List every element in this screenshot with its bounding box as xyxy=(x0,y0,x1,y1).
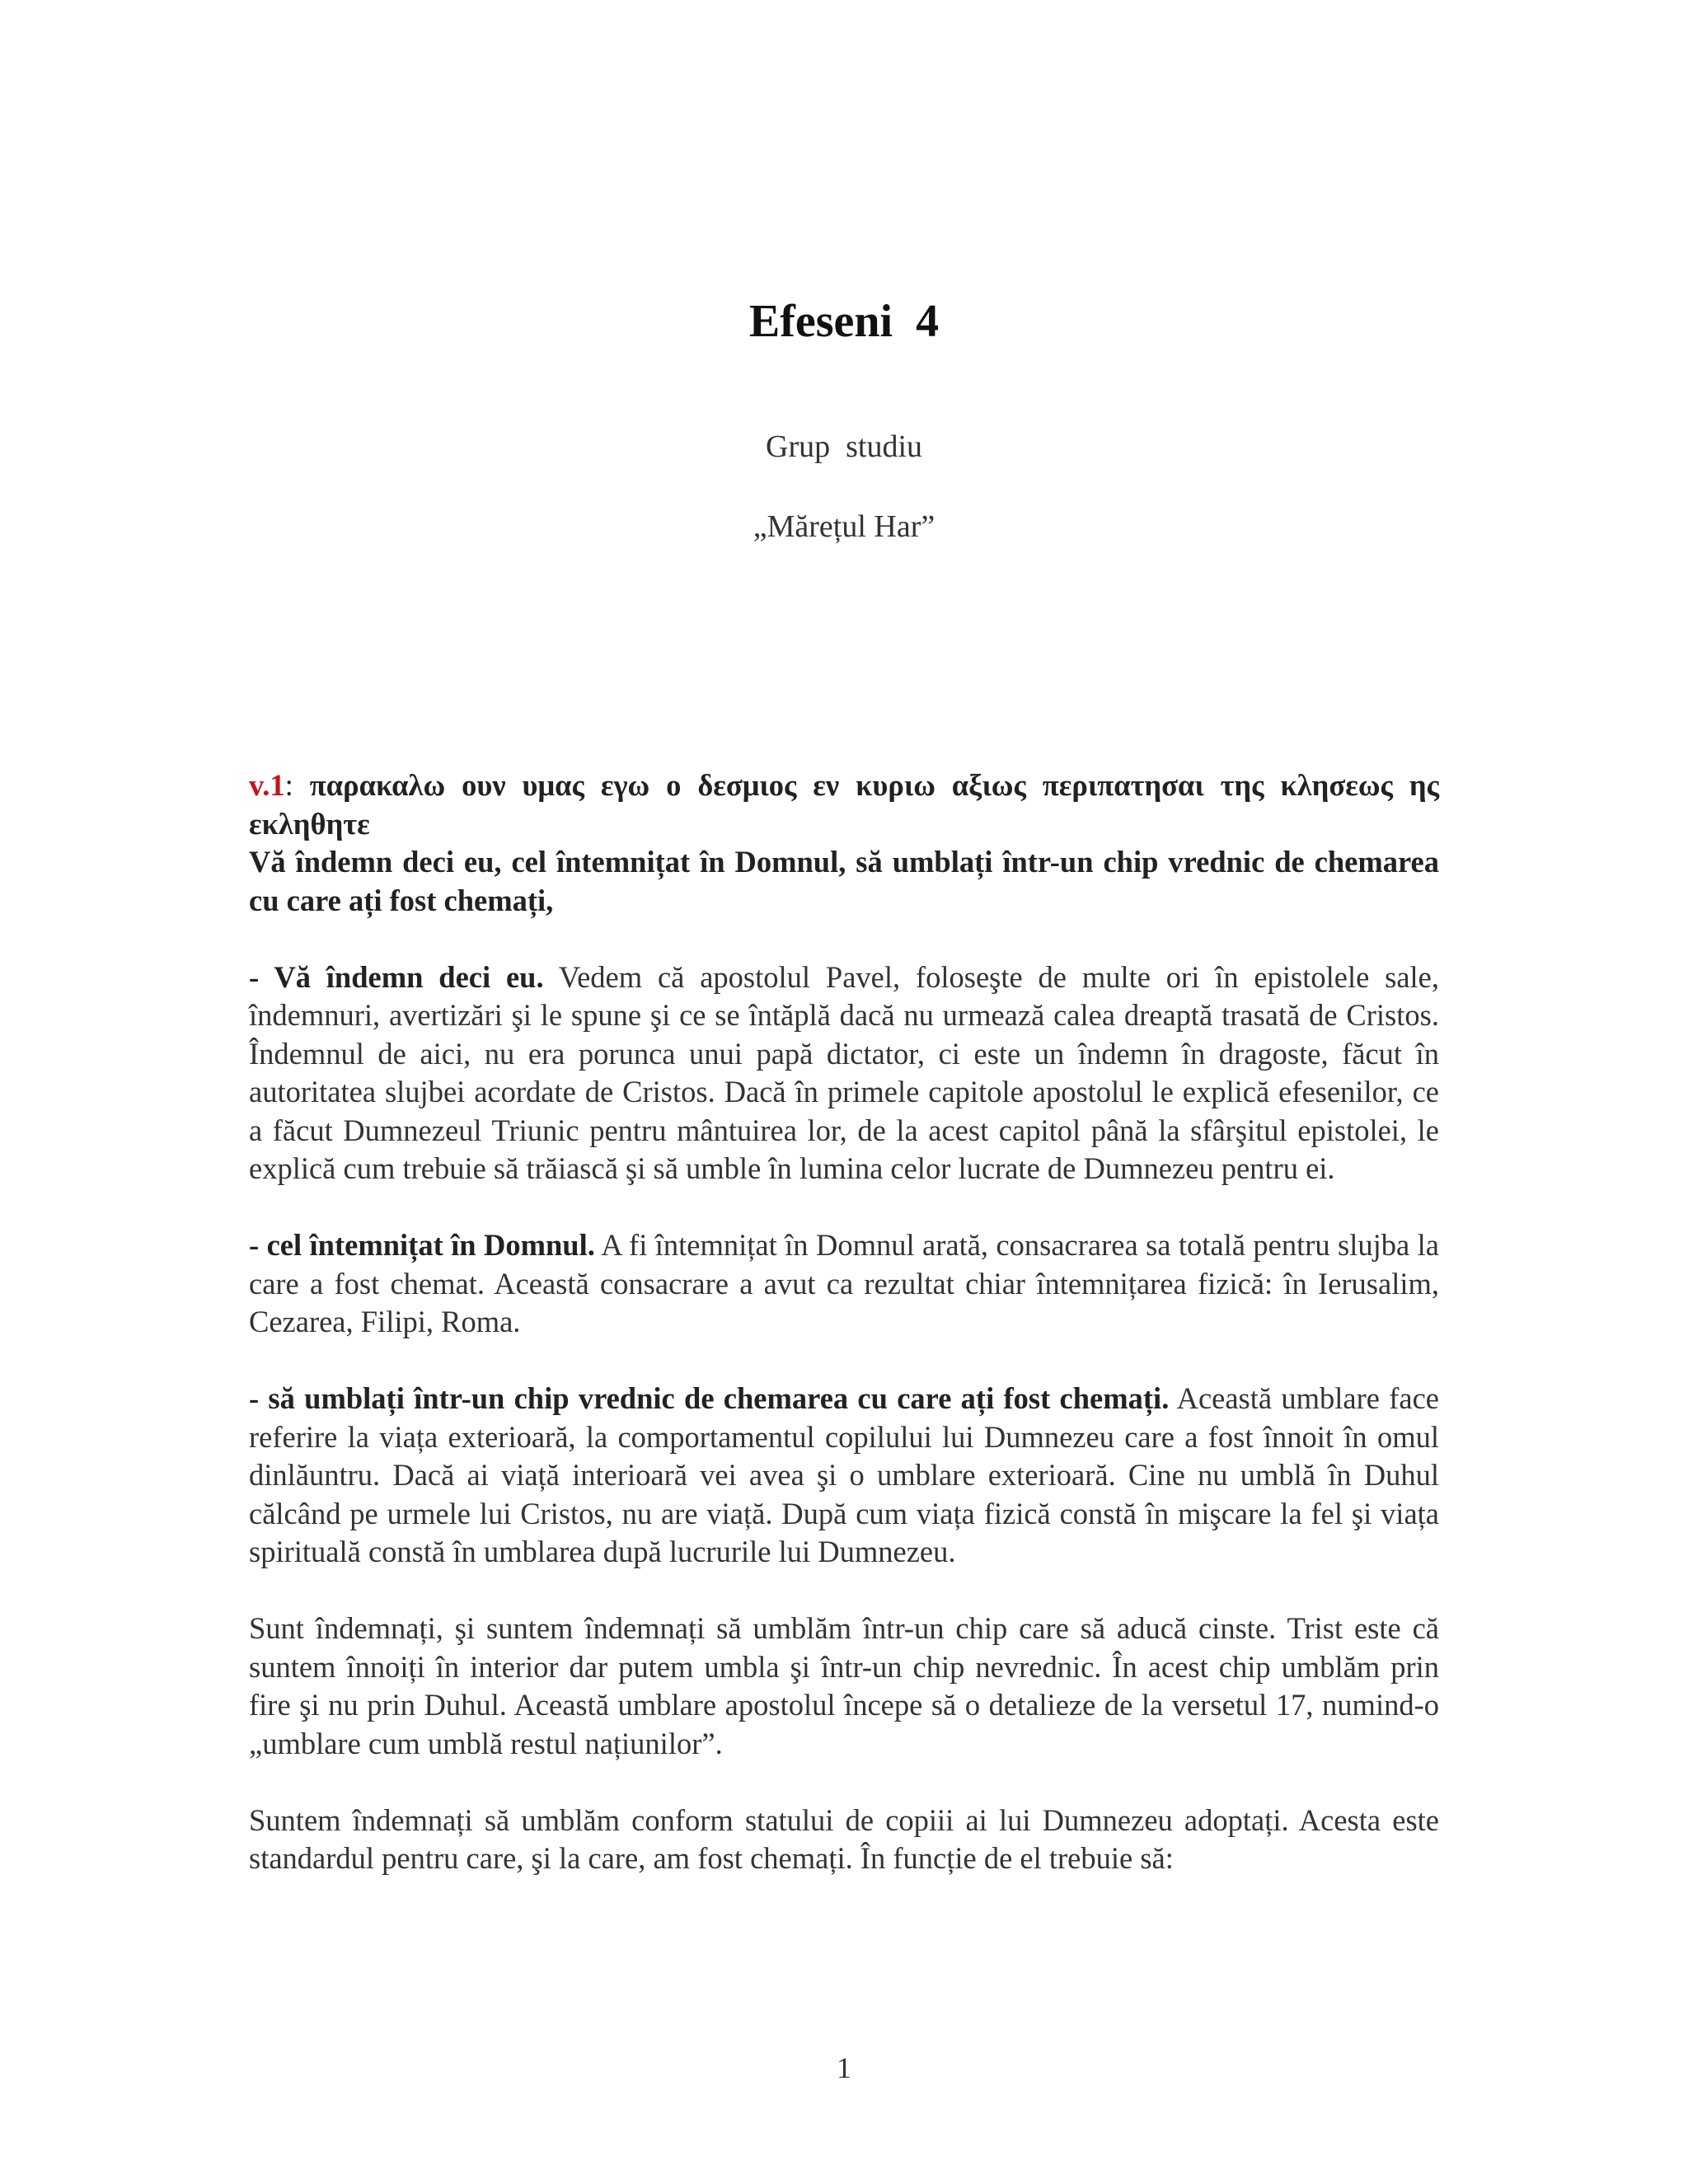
paragraph-spacer xyxy=(249,1572,1439,1610)
paragraph-text: Suntem îndemnați să umblăm conform statului de copiii ai lui Dumnezeu adoptați. Acesta este standardul pentru care, şi la care, am fost chemați. În funcție de el trebuie să: xyxy=(249,1802,1439,1875)
paragraph-spacer xyxy=(249,1763,1439,1802)
commentary-paragraph-4 xyxy=(249,1610,1439,1763)
subtitle-group: Grup studiu xyxy=(766,429,922,464)
commentary-paragraph-1 xyxy=(249,958,1439,1188)
commentary-paragraph-3 xyxy=(249,1380,1439,1572)
document-body xyxy=(249,766,1439,1878)
paragraph-spacer xyxy=(249,920,1439,958)
paragraph-spacer xyxy=(249,1188,1439,1227)
verse-colon: : xyxy=(284,768,310,802)
page-title: Efeseni 4 xyxy=(748,296,940,347)
commentary-paragraph-2 xyxy=(249,1226,1439,1342)
greek-text: παρακαλω ουν υμας εγω ο δεσμιος εν κυριω αξιως περιπατησαι της κλησεως ης εκληθητε xyxy=(249,768,1439,841)
paragraph-lead: - să umblați într-un chip vrednic de chemarea cu care ați fost chemați. xyxy=(249,1381,1170,1415)
subtitle-name: „Mărețul Har” xyxy=(753,509,935,544)
verse-reference: v.1 xyxy=(249,768,285,802)
paragraph-text: Această umblare face referire la viața exterioară, la comportamentul copilului lui Dumnezeu care a fost înnoit în omul dinlăuntru. Dacă ai viață interioară vei avea şi o umblare exterioară. Cine nu umblă în Duhul călcând pe urmele lui Cristos, nu are viață. După cum viața fizică constă în mişcare la fel şi viața spirituală constă în umblarea după lucrurile lui Dumnezeu. xyxy=(249,1381,1439,1568)
paragraph-text: Sunt îndemnați, şi suntem îndemnați să umblăm într-un chip care să aducă cinste. Trist este că suntem înnoiți în interior dar putem umbla şi într-un chip nevrednic. În acest chip umblăm prin fire şi nu prin Duhul. Această umblare apostolul începe să o detalieze de la versetul 17, numind-o „umblare cum umblă restul națiunilor”. xyxy=(249,1611,1439,1760)
verse-greek-block xyxy=(249,766,1439,843)
paragraph-lead: - cel întemnițat în Domnul. xyxy=(249,1228,595,1262)
romanian-verse: Vă îndemn deci eu, cel întemnițat în Domnul, să umblați într-un chip vrednic de chemarea cu care ați fost chemați, xyxy=(249,845,1439,917)
commentary-paragraph-5 xyxy=(249,1802,1439,1878)
paragraph-lead: - Vă îndemn deci eu. xyxy=(249,959,544,994)
paragraph-text: Vedem că apostolul Pavel, foloseşte de multe ori în epistolele sale, îndemnuri, avertizări şi le spune şi ce se întăplă dacă nu urmează calea dreaptă trasată de Cristos. Îndemnul de aici, nu era porunca unui papă dictator, ci este un îndemn în dragoste, făcut în autoritatea slujbei acordate de Cristos. Dacă în primele capitole apostolul le explică efesenilor, ce a făcut Dumnezeul Triunic pentru mântuirea lor, de la acest capitol până la sfârşitul epistolei, le explică cum trebuie să trăiască şi să umble în lumina celor lucrate de Dumnezeu pentru ei. xyxy=(249,959,1440,1185)
paragraph-text: A fi întemnițat în Domnul arată, consacrarea sa totală pentru slujba la care a fost chemat. Această consacrare a avut ca rezultat chiar întemnițarea fizică: în Ierusalim, Cezarea, Filipi, Roma. xyxy=(249,1228,1439,1338)
page-number: 1 xyxy=(837,2051,851,2084)
paragraph-spacer xyxy=(249,1342,1439,1380)
